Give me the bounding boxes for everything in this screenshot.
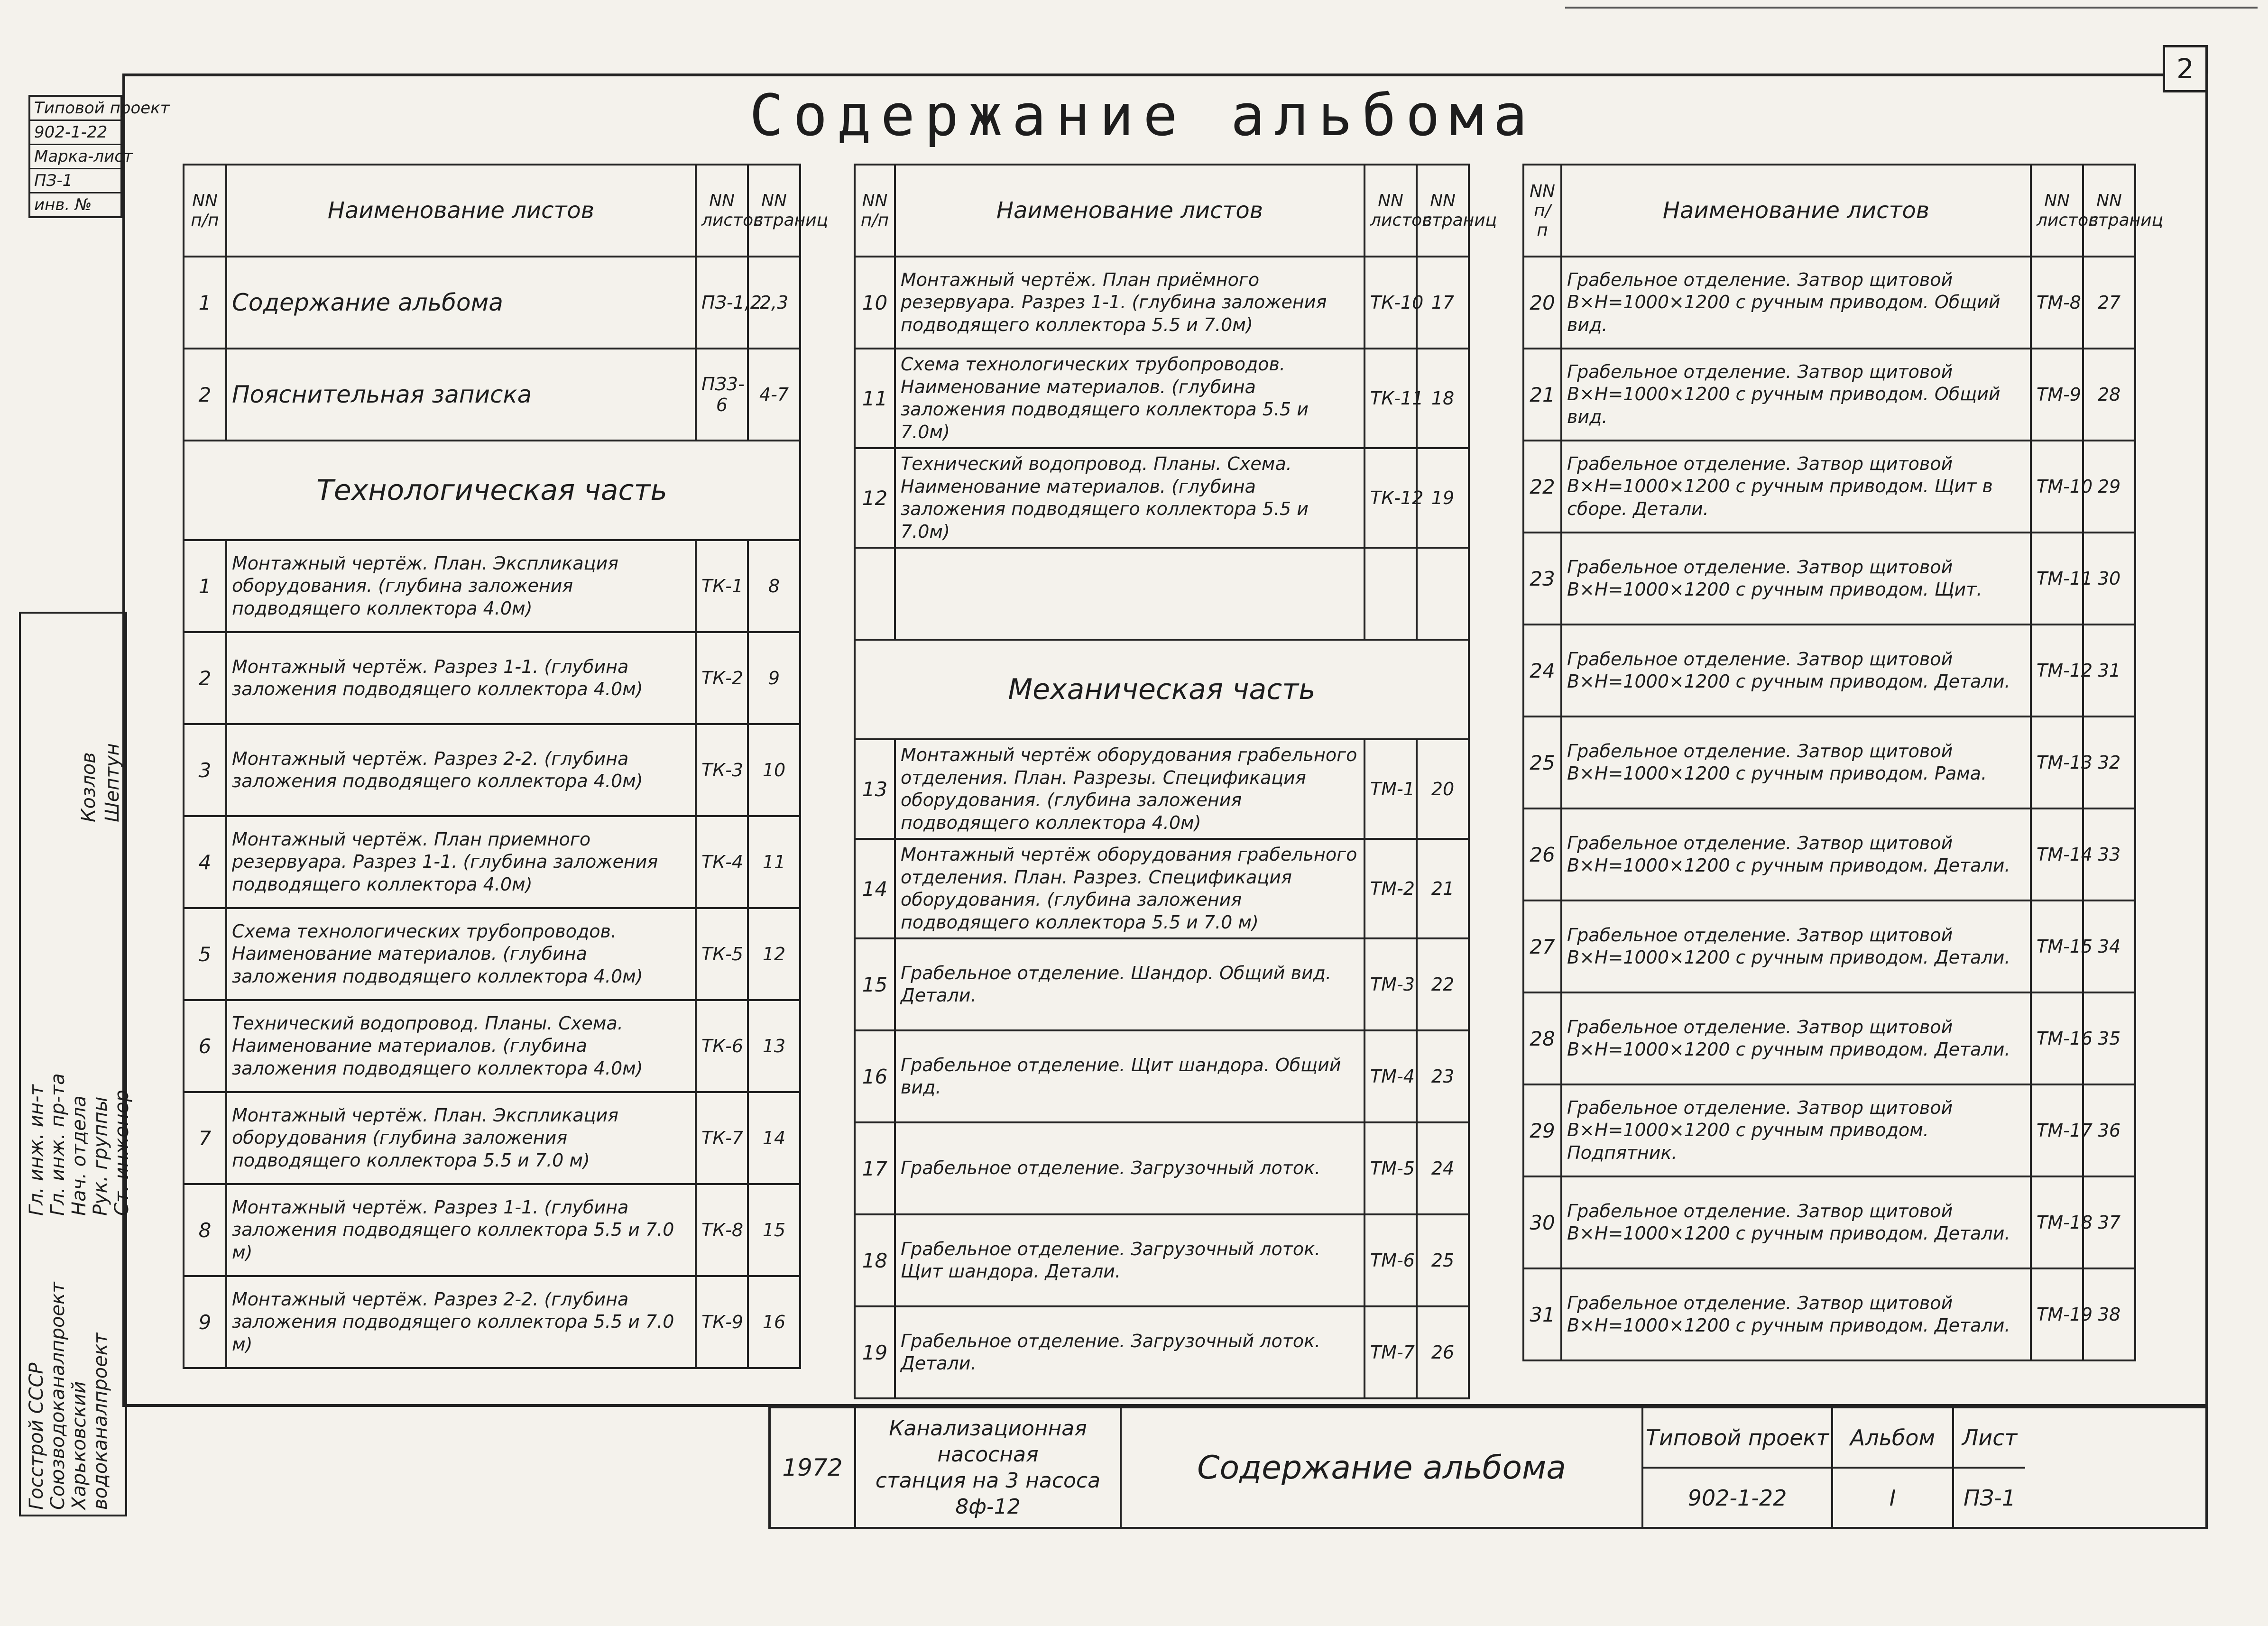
table-row <box>1523 992 2135 1084</box>
row-number: 5 <box>184 908 226 1000</box>
row-description: Грабельное отделение. Загрузочный лоток. Детали. <box>895 1306 1364 1398</box>
row-description: Грабельное отделение. Затвор щитовой В×Н=1000×1200 с ручным приводом. Детали. <box>1561 1176 2031 1268</box>
header-sheet: NN листов <box>1364 165 1417 257</box>
row-sheet-code: ТМ-13 <box>2031 717 2083 808</box>
row-sheet-code: ТК-3 <box>696 724 748 816</box>
row-number: 3 <box>184 724 226 816</box>
row-page-number: 16 <box>748 1276 800 1368</box>
row-description: Грабельное отделение. Щит шандора. Общий вид. <box>895 1030 1364 1122</box>
title-block-year: 1972 <box>771 1408 856 1527</box>
table-row <box>855 257 1469 349</box>
row-page-number: 31 <box>2083 625 2135 717</box>
row-number: 27 <box>1523 900 1561 992</box>
org-line: Госстрой СССР <box>26 1362 47 1510</box>
row-description: Монтажный чертёж. Разрез 1-1. (глубина заложения подводящего коллектора 4.0м) <box>226 632 696 724</box>
row-page-number: 38 <box>2083 1268 2135 1360</box>
table-row <box>1523 900 2135 992</box>
row-page-number: 21 <box>1417 839 1469 938</box>
row-description: Пояснительная записка <box>226 349 696 441</box>
row-sheet-code: ТМ-15 <box>2031 900 2083 992</box>
row-sheet-code: ТМ-10 <box>2031 441 2083 533</box>
table-row <box>184 816 800 908</box>
sheet-label: Лист <box>1954 1408 2025 1469</box>
title-block-album <box>1833 1408 1954 1527</box>
table-row <box>1523 808 2135 900</box>
row-description: Грабельное отделение. Затвор щитовой В×Н=1000×1200 с ручным приводом. Рама. <box>1561 717 2031 808</box>
row-sheet-code: ТК-1 <box>696 540 748 632</box>
row-description: Схема технологических трубопроводов. Наименование материалов. (глубина заложения подводящего коллектора 5.5 и 7.0м) <box>895 349 1364 448</box>
contents-table-3 <box>1522 164 2164 1361</box>
side-stamp-line: Типовой проект <box>30 97 120 121</box>
row-sheet-code: ТК-5 <box>696 908 748 1000</box>
row-number: 13 <box>855 739 895 839</box>
row-page-number: 28 <box>2083 349 2135 441</box>
title-block-object <box>856 1408 1122 1527</box>
row-number: 29 <box>1523 1084 1561 1176</box>
row-sheet-code: ТМ-7 <box>1364 1306 1417 1398</box>
header-page: NN страниц <box>2083 165 2135 257</box>
row-description: Грабельное отделение. Загрузочный лоток. Щит шандора. Детали. <box>895 1214 1364 1306</box>
header-sheet: NN листов <box>2031 165 2083 257</box>
row-number: 23 <box>1523 533 1561 625</box>
table-row <box>184 724 800 816</box>
row-sheet-code: ТК-8 <box>696 1184 748 1276</box>
row-description: Грабельное отделение. Затвор щитовой В×Н=1000×1200 с ручным приводом. Детали. <box>1561 992 2031 1084</box>
row-description: Монтажный чертёж. Разрез 1-1. (глубина заложения подводящего коллектора 5.5 и 7.0 м) <box>226 1184 696 1276</box>
object-line: станция на 3 насоса <box>875 1469 1101 1493</box>
signer-role: Нач. отдела <box>68 1095 90 1216</box>
row-sheet-code: ТК-2 <box>696 632 748 724</box>
row-sheet-code: ТК-10 <box>1364 257 1417 349</box>
table-row <box>1523 625 2135 717</box>
row-page-number: 26 <box>1417 1306 1469 1398</box>
row-number: 20 <box>1523 257 1561 349</box>
contents-table-2 <box>854 164 1497 1399</box>
row-number: 17 <box>855 1122 895 1214</box>
table-row <box>1523 257 2135 349</box>
row-description <box>895 548 1364 640</box>
table2-body <box>855 257 1469 1398</box>
row-description: Грабельное отделение. Затвор щитовой В×Н=1000×1200 с ручным приводом. Подпятник. <box>1561 1084 2031 1176</box>
row-number <box>855 548 895 640</box>
section-heading: Технологическая часть <box>184 441 800 540</box>
org-line: Союзводоканалпроект <box>47 1282 69 1510</box>
header-sheet: NN листов <box>696 165 748 257</box>
row-description: Монтажный чертёж. Разрез 2-2. (глубина заложения подводящего коллектора 4.0м) <box>226 724 696 816</box>
album-value: I <box>1889 1485 1896 1511</box>
row-number: 15 <box>855 938 895 1030</box>
section-heading: Механическая часть <box>855 640 1469 739</box>
row-page-number: 20 <box>1417 739 1469 839</box>
row-number: 2 <box>184 632 226 724</box>
row-page-number: 27 <box>2083 257 2135 349</box>
signer-role: Гл. инж. ин-т <box>26 1084 47 1216</box>
table-row <box>1523 1084 2135 1176</box>
row-description: Грабельное отделение. Затвор щитовой В×Н=1000×1200 с ручным приводом. Общий вид. <box>1561 257 2031 349</box>
table-row <box>1523 1176 2135 1268</box>
table-row <box>855 1214 1469 1306</box>
album-label: Альбом <box>1833 1408 1952 1469</box>
row-description: Содержание альбома <box>226 257 696 349</box>
row-number: 8 <box>184 1184 226 1276</box>
table-row <box>1523 717 2135 808</box>
row-sheet-code: ТМ-1 <box>1364 739 1417 839</box>
side-stamp-line: Марка-лист <box>30 145 120 169</box>
header-page: NN страниц <box>1417 165 1469 257</box>
header-page: NN страниц <box>748 165 800 257</box>
row-number: 9 <box>184 1276 226 1368</box>
table-row <box>855 938 1469 1030</box>
row-page-number: 30 <box>2083 533 2135 625</box>
table-row <box>855 839 1469 938</box>
row-sheet-code: ТМ-2 <box>1364 839 1417 938</box>
row-sheet-code: ТМ-17 <box>2031 1084 2083 1176</box>
row-sheet-code: ТМ-19 <box>2031 1268 2083 1360</box>
row-page-number: 35 <box>2083 992 2135 1084</box>
row-number: 1 <box>184 257 226 349</box>
table-row <box>855 349 1469 448</box>
row-description: Грабельное отделение. Затвор щитовой В×Н=1000×1200 с ручным приводом. Общий вид. <box>1561 349 2031 441</box>
row-sheet-code: ТМ-11 <box>2031 533 2083 625</box>
row-description: Грабельное отделение. Затвор щитовой В×Н=1000×1200 с ручным приводом. Детали. <box>1561 625 2031 717</box>
row-number: 24 <box>1523 625 1561 717</box>
row-sheet-code: ТМ-4 <box>1364 1030 1417 1122</box>
row-sheet-code: ТМ-12 <box>2031 625 2083 717</box>
signer-role: Ст. инженер <box>111 1090 133 1216</box>
row-sheet-code: ПЗ-1,2 <box>696 257 748 349</box>
table-row <box>1523 349 2135 441</box>
table-row <box>855 1306 1469 1398</box>
org-line: Харьковский <box>68 1381 90 1510</box>
row-description: Технический водопровод. Планы. Схема. Наименование материалов. (глубина заложения подводящего коллектора 5.5 и 7.0м) <box>895 448 1364 548</box>
table-row <box>184 908 800 1000</box>
table-row <box>855 739 1469 839</box>
header-num: NN п/п <box>855 165 895 257</box>
row-page-number: 33 <box>2083 808 2135 900</box>
row-page-number: 34 <box>2083 900 2135 992</box>
signer-role: Гл. инж. пр-та <box>47 1073 69 1216</box>
row-number: 30 <box>1523 1176 1561 1268</box>
table-row <box>1523 1268 2135 1360</box>
row-sheet-code: ТМ-6 <box>1364 1214 1417 1306</box>
row-page-number: 23 <box>1417 1030 1469 1122</box>
project-label: Типовой проект <box>1643 1408 1831 1469</box>
table-row <box>1523 441 2135 533</box>
table-row <box>855 1030 1469 1122</box>
row-number: 16 <box>855 1030 895 1122</box>
row-sheet-code: ТК-9 <box>696 1276 748 1368</box>
table-row <box>184 1184 800 1276</box>
table-row <box>1523 533 2135 625</box>
row-page-number: 2,3 <box>748 257 800 349</box>
row-description: Грабельное отделение. Затвор щитовой В×Н=1000×1200 с ручным приводом. Щит в сборе. Детали. <box>1561 441 2031 533</box>
table-row <box>184 540 800 632</box>
row-sheet-code: ТМ-18 <box>2031 1176 2083 1268</box>
row-page-number: 29 <box>2083 441 2135 533</box>
row-page-number: 18 <box>1417 349 1469 448</box>
row-description: Грабельное отделение. Затвор щитовой В×Н=1000×1200 с ручным приводом. Детали. <box>1561 900 2031 992</box>
row-number: 4 <box>184 816 226 908</box>
side-stamp <box>28 95 170 218</box>
row-page-number: 11 <box>748 816 800 908</box>
title-block-sheet <box>1954 1408 2025 1527</box>
row-number: 26 <box>1523 808 1561 900</box>
row-description: Монтажный чертёж. План приёмного резервуара. Разрез 1-1. (глубина заложения подводящего коллектора 5.5 и 7.0м) <box>895 257 1364 349</box>
row-number: 19 <box>855 1306 895 1398</box>
left-signature-block <box>19 612 133 1516</box>
row-page-number: 22 <box>1417 938 1469 1030</box>
table3-body <box>1523 257 2135 1360</box>
row-page-number: 36 <box>2083 1084 2135 1176</box>
row-number: 10 <box>855 257 895 349</box>
row-page-number: 9 <box>748 632 800 724</box>
row-sheet-code: ТМ-3 <box>1364 938 1417 1030</box>
page-title: Содержание альбома <box>749 83 1537 149</box>
contents-table-1 <box>183 164 829 1369</box>
header-name: Наименование листов <box>895 165 1364 257</box>
row-description: Грабельное отделение. Затвор щитовой В×Н=1000×1200 с ручным приводом. Щит. <box>1561 533 2031 625</box>
row-page-number: 4-7 <box>748 349 800 441</box>
table-row <box>184 1000 800 1092</box>
row-sheet-code: ТМ-9 <box>2031 349 2083 441</box>
side-stamp-line: 902-1-22 <box>30 121 120 145</box>
title-block <box>768 1406 2208 1529</box>
row-page-number: 25 <box>1417 1214 1469 1306</box>
top-border-line <box>1565 7 2258 9</box>
row-number: 6 <box>184 1000 226 1092</box>
row-number: 22 <box>1523 441 1561 533</box>
signer-role: Рук. группы <box>90 1096 111 1216</box>
table-row <box>184 441 800 540</box>
row-page-number: 10 <box>748 724 800 816</box>
row-page-number: 8 <box>748 540 800 632</box>
row-sheet-code: ТК-4 <box>696 816 748 908</box>
row-sheet-code: ПЗ3-6 <box>696 349 748 441</box>
row-description: Монтажный чертёж оборудования грабельного отделения. План. Разрезы. Спецификация оборудования. (глубина заложения подводящего коллектора 4.0м) <box>895 739 1364 839</box>
row-number: 7 <box>184 1092 226 1184</box>
object-line: 8ф-12 <box>955 1495 1021 1519</box>
row-description: Схема технологических трубопроводов. Наименование материалов. (глубина заложения подводящего коллектора 4.0м) <box>226 908 696 1000</box>
table-row <box>184 632 800 724</box>
table-row <box>855 448 1469 548</box>
row-description: Монтажный чертёж. План. Экспликация оборудования. (глубина заложения подводящего коллектора 4.0м) <box>226 540 696 632</box>
row-sheet-code: ТМ-16 <box>2031 992 2083 1084</box>
header-num: NN п/п <box>1523 165 1561 257</box>
row-sheet-code: ТК-6 <box>696 1000 748 1092</box>
row-number: 2 <box>184 349 226 441</box>
row-number: 28 <box>1523 992 1561 1084</box>
object-line: Канализационная насосная <box>889 1416 1087 1467</box>
table-row <box>855 1122 1469 1214</box>
row-page-number: 32 <box>2083 717 2135 808</box>
row-sheet-code: ТМ-8 <box>2031 257 2083 349</box>
row-number: 11 <box>855 349 895 448</box>
row-page-number: 37 <box>2083 1176 2135 1268</box>
row-sheet-code: ТМ-14 <box>2031 808 2083 900</box>
row-sheet-code: ТК-12 <box>1364 448 1417 548</box>
row-description: Монтажный чертёж. Разрез 2-2. (глубина заложения подводящего коллектора 5.5 и 7.0 м) <box>226 1276 696 1368</box>
title-block-project <box>1643 1408 1833 1527</box>
signer-name: Козлов <box>78 752 100 822</box>
row-page-number: 12 <box>748 908 800 1000</box>
row-number: 31 <box>1523 1268 1561 1360</box>
table-row <box>184 257 800 349</box>
row-page-number: 14 <box>748 1092 800 1184</box>
row-description: Монтажный чертёж. План. Экспликация оборудования (глубина заложения подводящего коллектора 5.5 и 7.0 м) <box>226 1092 696 1184</box>
side-stamp-line: ПЗ-1 <box>30 169 120 193</box>
header-num: NN п/п <box>184 165 226 257</box>
row-page-number: 17 <box>1417 257 1469 349</box>
table-row <box>184 1092 800 1184</box>
row-sheet-code: ТМ-5 <box>1364 1122 1417 1214</box>
row-description: Монтажный чертёж. План приемного резервуара. Разрез 1-1. (глубина заложения подводящего коллектора 4.0м) <box>226 816 696 908</box>
row-sheet-code <box>1364 548 1417 640</box>
header-name: Наименование листов <box>1561 165 2031 257</box>
row-number: 1 <box>184 540 226 632</box>
sheet-value: ПЗ-1 <box>1964 1485 2016 1511</box>
row-sheet-code: ТК-11 <box>1364 349 1417 448</box>
table-row <box>184 1276 800 1368</box>
row-description: Грабельное отделение. Затвор щитовой В×Н=1000×1200 с ручным приводом. Детали. <box>1561 808 2031 900</box>
row-number: 12 <box>855 448 895 548</box>
row-page-number: 19 <box>1417 448 1469 548</box>
project-value: 902-1-22 <box>1687 1485 1787 1511</box>
sheet-number: 2 <box>2163 45 2208 92</box>
row-description: Грабельное отделение. Шандор. Общий вид. Детали. <box>895 938 1364 1030</box>
row-description: Монтажный чертёж оборудования грабельного отделения. План. Разрез. Спецификация оборудования. (глубина заложения подводящего коллектора 5.5 и 7.0 м) <box>895 839 1364 938</box>
row-description: Грабельное отделение. Загрузочный лоток. <box>895 1122 1364 1214</box>
title-block-name: Содержание альбома <box>1122 1408 1643 1527</box>
table1-body <box>184 257 800 1368</box>
row-number: 18 <box>855 1214 895 1306</box>
row-number: 21 <box>1523 349 1561 441</box>
table-row <box>855 640 1469 739</box>
side-stamp-line: инв. № <box>34 195 92 214</box>
table-row <box>855 548 1469 640</box>
row-page-number: 15 <box>748 1184 800 1276</box>
row-page-number: 13 <box>748 1000 800 1092</box>
row-page-number <box>1417 548 1469 640</box>
row-description: Технический водопровод. Планы. Схема. Наименование материалов. (глубина заложения подводящего коллектора 4.0м) <box>226 1000 696 1092</box>
row-sheet-code: ТК-7 <box>696 1092 748 1184</box>
header-name: Наименование листов <box>226 165 696 257</box>
table-row <box>184 349 800 441</box>
row-description: Грабельное отделение. Затвор щитовой В×Н=1000×1200 с ручным приводом. Детали. <box>1561 1268 2031 1360</box>
row-number: 25 <box>1523 717 1561 808</box>
org-line: водоканалпроект <box>90 1332 111 1510</box>
row-page-number: 24 <box>1417 1122 1469 1214</box>
signer-name: Шептун <box>101 743 123 822</box>
row-number: 14 <box>855 839 895 938</box>
